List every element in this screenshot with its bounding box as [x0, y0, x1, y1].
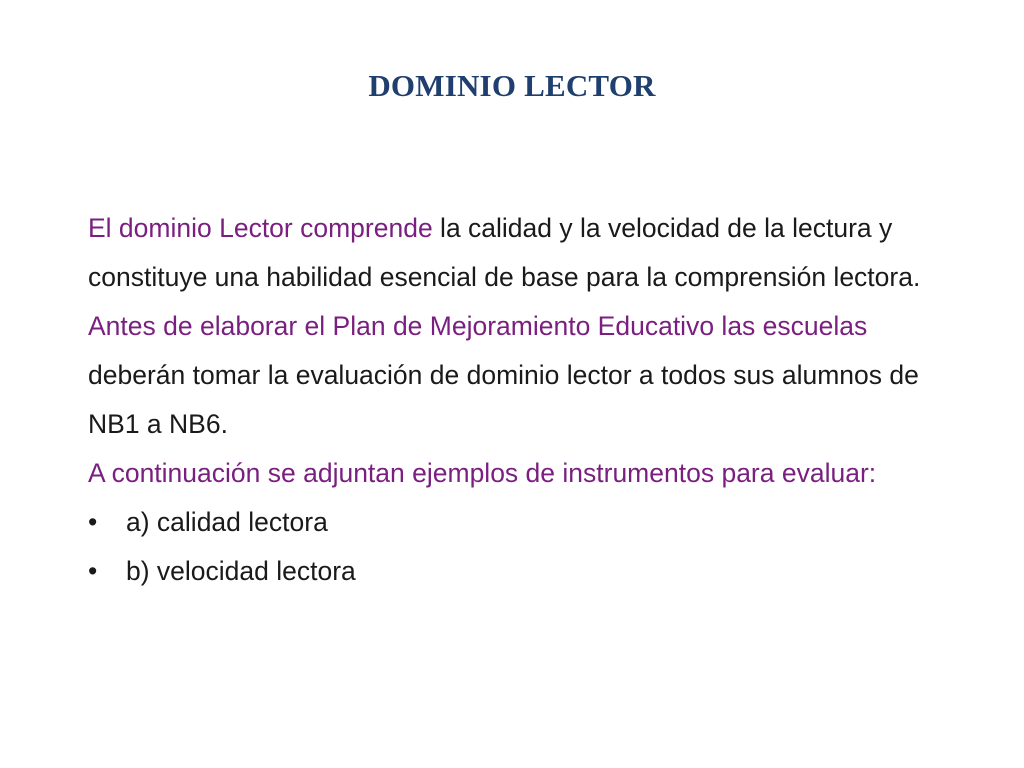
- paragraph-instrumentos: A continuación se adjuntan ejemplos de instrumentos para evaluar:: [88, 458, 877, 488]
- paragraph-dominio-lector: [88, 204, 948, 302]
- bullet-text: a) calidad lectora: [126, 507, 328, 537]
- bullet-item-velocidad: [88, 547, 948, 596]
- paragraph-2-highlight: Antes de elaborar el Plan de Mejoramiento Educativo las escuelas: [88, 311, 868, 341]
- paragraph-1-highlight: El dominio Lector comprende: [88, 213, 433, 243]
- bullet-icon: •: [88, 556, 98, 586]
- bullet-text: b) velocidad lectora: [126, 556, 356, 586]
- bullet-list: [88, 498, 948, 596]
- paragraph-plan-mejoramiento: [88, 302, 948, 449]
- bullet-icon: •: [88, 507, 98, 537]
- paragraph-2-text: deberán tomar la evaluación de dominio lector a todos sus alumnos de NB1 a NB6.: [88, 360, 919, 439]
- slide-title: DOMINIO LECTOR: [368, 68, 656, 103]
- bullet-item-calidad: [88, 498, 948, 547]
- slide-body: [88, 204, 948, 596]
- paragraph-1-text: la calidad y la velocidad de la lectura y constituye una habilidad esencial de base para la comprensión lectora.: [88, 213, 921, 292]
